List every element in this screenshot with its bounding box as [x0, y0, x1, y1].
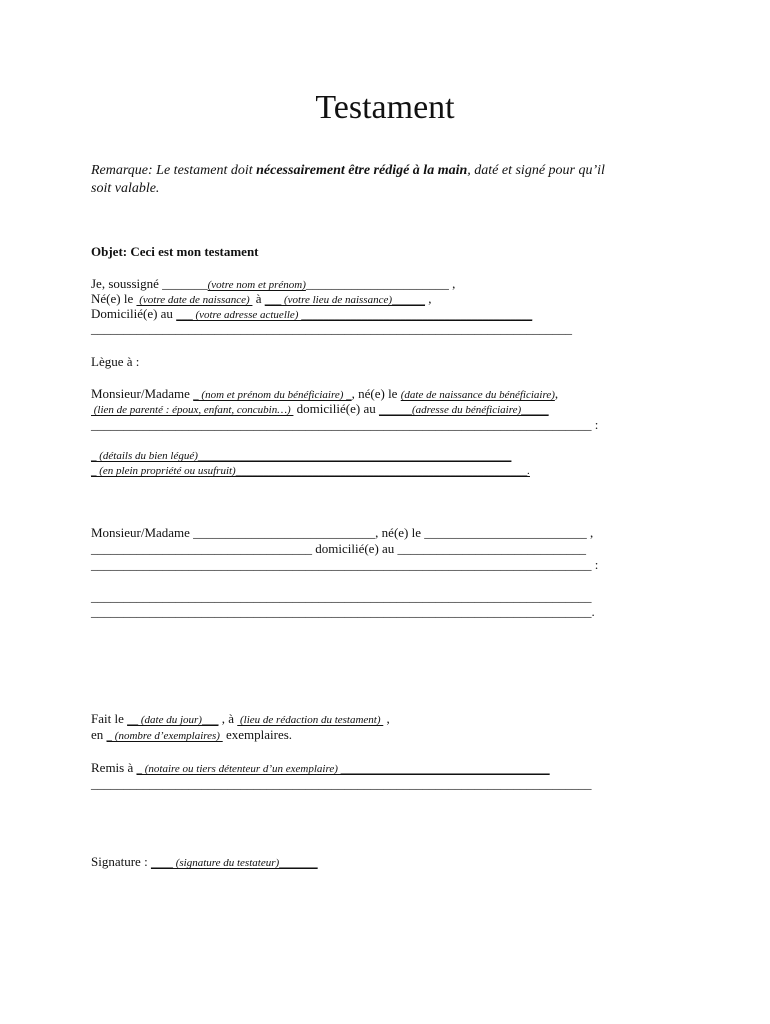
- beneficiary-1-mid: , né(e) le: [351, 386, 401, 401]
- identity-name-label: Je, soussigné: [91, 276, 163, 291]
- object-heading: Objet: Ceci est mon testament: [91, 244, 259, 259]
- beneficiary-2-blank-line: _____________________________________________________________________________ :: [91, 557, 599, 572]
- copies-hint: _ (nombre d’exemplaires): [106, 730, 223, 742]
- remis-label: Remis à: [91, 760, 137, 775]
- beneficiary-1-relation-line: [91, 401, 549, 418]
- copies-end: exemplaires.: [222, 727, 293, 742]
- signature-hint: ____ (signature du testateur)_______: [150, 857, 318, 869]
- identity-address-line-2: __________________________________________________________________________: [91, 321, 572, 336]
- beneficiary-1-name-hint: _ (nom et prénom du bénéficiaire) _: [193, 389, 352, 401]
- identity-address-label: Domicilié(e) au: [91, 306, 177, 321]
- copies-label: en: [91, 727, 107, 742]
- beneficiary-1-ownership-hint: _ (en plein propriété ou usufruit)_____________________________________________________.: [91, 465, 530, 477]
- remis-hint: _ (notaire ou tiers détenteur d’un exemplaire) ______________________________________: [136, 763, 550, 775]
- fait-date-hint: __ (date du jour)___: [127, 714, 219, 726]
- identity-name-hint: (votre nom et prénom): [207, 279, 306, 291]
- fait-place-hint: (lieu de rédaction du testament): [237, 714, 384, 726]
- remark-text: Remarque: Le testament doit: [91, 163, 257, 178]
- signature-label: Signature :: [91, 854, 151, 869]
- remark-text-end: , daté et signé pour qu’il: [467, 163, 605, 178]
- beneficiary-1-relation-hint: (lien de parenté : époux, enfant, concubin…): [91, 404, 294, 416]
- identity-birth-end: ,: [425, 291, 432, 306]
- beneficiary-2-domicile-line: __________________________________ domicilié(e) au _____________________________: [91, 541, 587, 556]
- beneficiary-1-blank-line: _____________________________________________________________________________ :: [91, 417, 599, 432]
- fait-end: ,: [383, 711, 390, 726]
- fait-label: Fait le: [91, 711, 128, 726]
- document-title: Testament: [315, 89, 455, 126]
- beneficiary-1-end: ,: [554, 386, 559, 401]
- identity-birth-date-hint: (votre date de naissance): [136, 294, 253, 306]
- beneficiary-1-domicile-label: domicilié(e) au: [293, 401, 379, 416]
- beneficiary-1-birth-hint: (date de naissance du bénéficiaire): [400, 389, 555, 401]
- beneficiary-1-ownership-line: [91, 462, 530, 479]
- copies-line: [91, 727, 292, 744]
- beneficiary-1-details-hint: _ (détails du bien légué)_________________________________________________________: [91, 450, 512, 462]
- remark-line-1: [91, 162, 605, 179]
- beneficiary-2-ownership-line: _____________________________________________________________________________.: [91, 604, 595, 619]
- identity-birth-place-hint: ___ (votre lieu de naissance)______: [264, 294, 426, 306]
- remark-line-2: soit valable.: [91, 181, 160, 196]
- identity-name-blank: _______: [162, 276, 208, 291]
- legue-heading: Lègue à :: [91, 354, 140, 369]
- identity-address-hint: ___ (votre adresse actuelle) __________________________________________: [176, 309, 533, 321]
- beneficiary-1-address-hint: ______(adresse du bénéficiaire)_____: [378, 404, 549, 416]
- identity-birth-label: Né(e) le: [91, 291, 137, 306]
- fait-line: [91, 711, 390, 728]
- beneficiary-2-details-line: _____________________________________________________________________________: [91, 589, 592, 604]
- beneficiary-1-label: Monsieur/Madame: [91, 386, 194, 401]
- identity-birth-mid: à: [252, 291, 265, 306]
- remis-line-2: _____________________________________________________________________________: [91, 776, 592, 791]
- beneficiary-2-name-line: Monsieur/Madame ____________________________, né(e) le _________________________ ,: [91, 525, 594, 540]
- fait-mid: , à: [218, 711, 238, 726]
- identity-name-blank-end: ______________________ ,: [305, 276, 456, 291]
- remark-emphasis: nécessairement être rédigé à la main: [256, 163, 468, 178]
- remis-line: [91, 760, 550, 777]
- signature-line: [91, 854, 318, 871]
